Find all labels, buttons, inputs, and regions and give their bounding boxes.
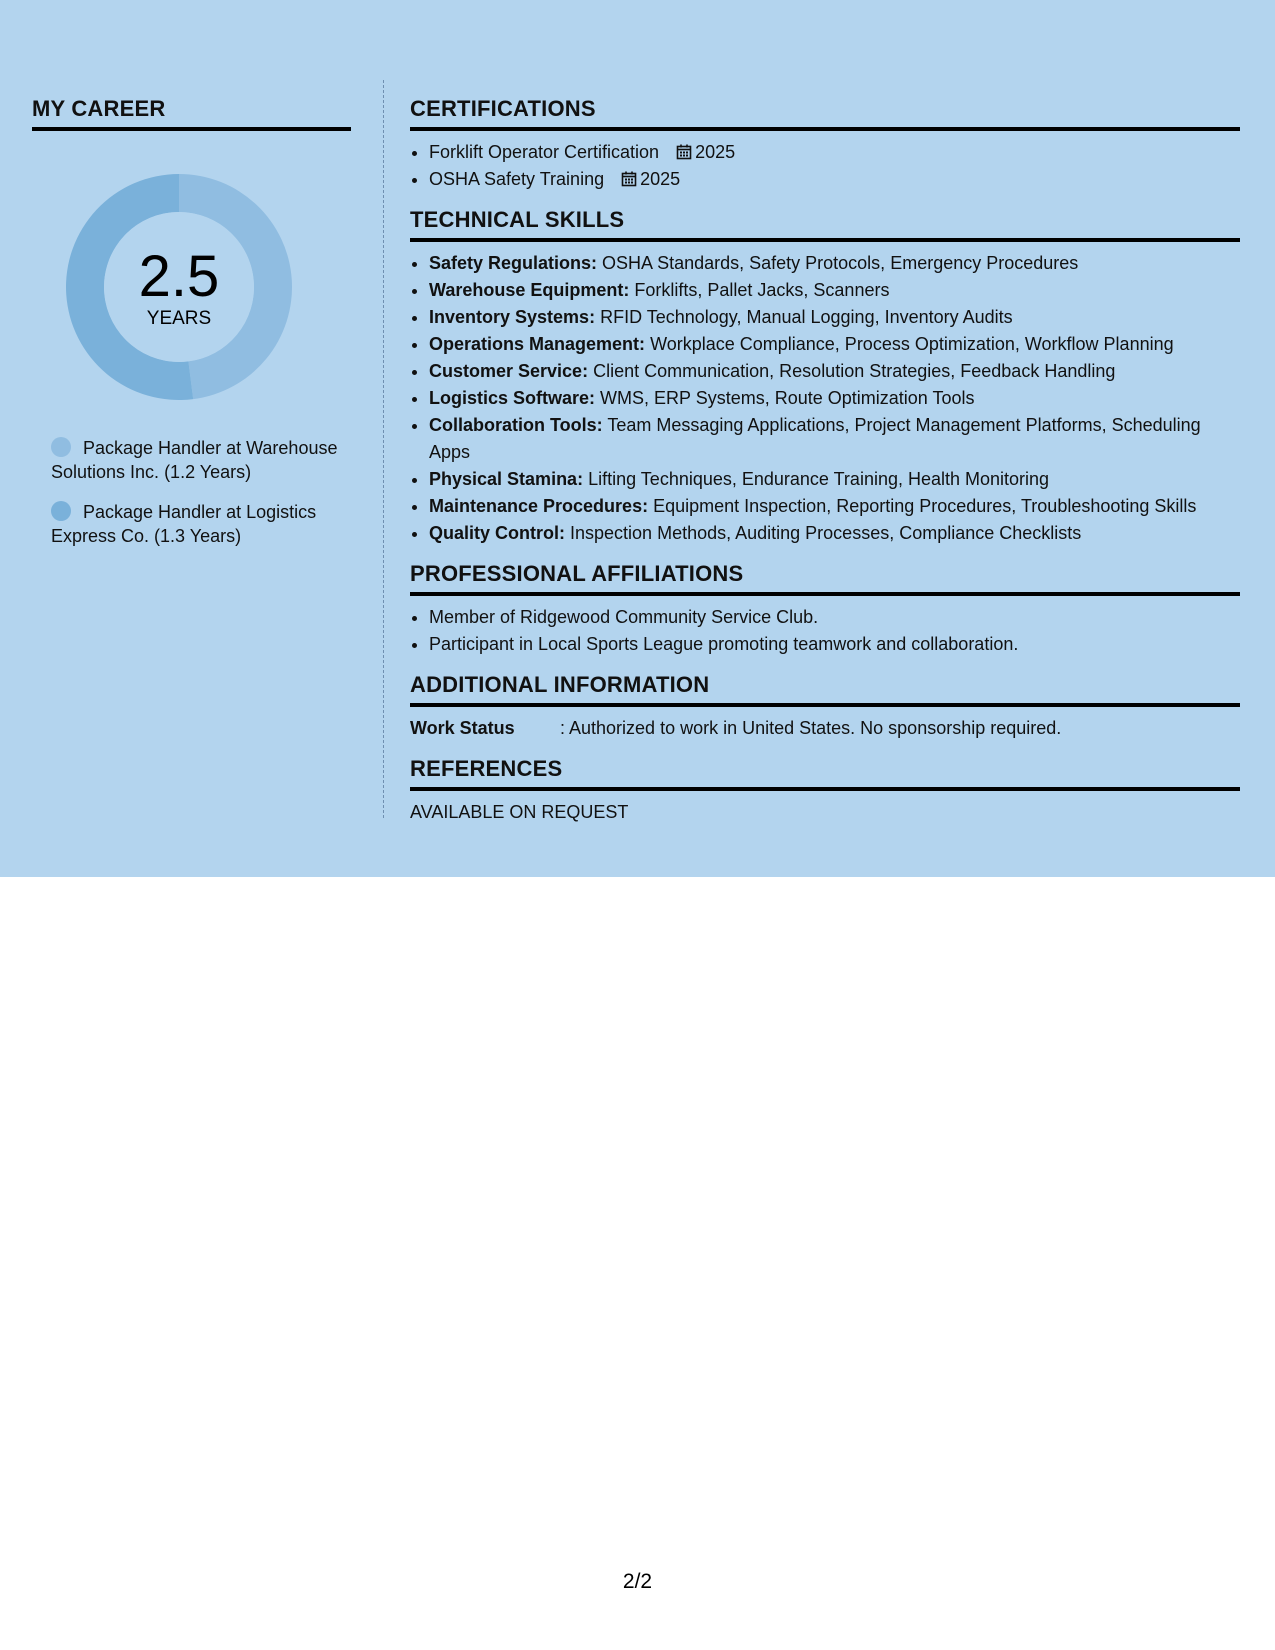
skill-item: [429, 250, 1240, 277]
skill-value: Client Communication, Resolution Strategies, Feedback Handling: [593, 361, 1116, 381]
references-section: [410, 756, 1240, 823]
donut-center: [66, 174, 292, 400]
certification-year: 2025: [695, 142, 736, 162]
affiliations-section: [410, 561, 1240, 658]
main-column: [410, 96, 1240, 823]
work-status-label: Work Status: [410, 718, 515, 738]
skill-item: [429, 277, 1240, 304]
certification-date: [621, 169, 680, 189]
technical-skills-list: [410, 250, 1240, 547]
certification-year: 2025: [640, 169, 681, 189]
skill-label: Customer Service:: [429, 361, 589, 381]
column-divider: [383, 80, 384, 818]
skill-label: Operations Management:: [429, 334, 646, 354]
certifications-section: [410, 96, 1240, 193]
skill-value: OSHA Standards, Safety Protocols, Emergency Procedures: [602, 253, 1079, 273]
certification-name: OSHA Safety Training: [429, 169, 605, 189]
calendar-icon: [676, 144, 692, 160]
skill-item: [429, 520, 1240, 547]
skill-label: Warehouse Equipment:: [429, 280, 630, 300]
skill-value: Team Messaging Applications, Project Management Platforms, Scheduling Apps: [429, 415, 1201, 462]
affiliations-title: PROFESSIONAL AFFILIATIONS: [410, 561, 1240, 596]
career-total-unit: YEARS: [146, 308, 212, 329]
skill-value: Equipment Inspection, Reporting Procedures, Troubleshooting Skills: [653, 496, 1197, 516]
additional-info-title: ADDITIONAL INFORMATION: [410, 672, 1240, 707]
affiliations-list: [410, 604, 1240, 658]
certification-item: [429, 166, 1240, 193]
legend-dot-2: [51, 501, 71, 521]
legend-label: Package Handler at Logistics Express Co. (1.3 Years): [51, 502, 317, 546]
skill-item: [429, 466, 1240, 493]
skill-label: Logistics Software:: [429, 388, 596, 408]
skill-label: Inventory Systems:: [429, 307, 596, 327]
references-title: REFERENCES: [410, 756, 1240, 791]
career-legend: [51, 436, 341, 548]
skill-value: Lifting Techniques, Endurance Training, Health Monitoring: [588, 469, 1050, 489]
skill-value: RFID Technology, Manual Logging, Inventory Audits: [600, 307, 1013, 327]
affiliation-item: • Member of Ridgewood Community Service Club.: [429, 604, 1240, 631]
certification-item: [429, 139, 1240, 166]
skill-value: Inspection Methods, Auditing Processes, Compliance Checklists: [570, 523, 1082, 543]
additional-info-section: [410, 672, 1240, 742]
skill-item: [429, 493, 1240, 520]
work-status-row: [410, 715, 1240, 742]
career-column: [32, 96, 351, 564]
career-title: MY CAREER: [32, 96, 351, 131]
skill-label: Maintenance Procedures:: [429, 496, 649, 516]
skill-label: Safety Regulations:: [429, 253, 598, 273]
skill-item: [429, 304, 1240, 331]
technical-skills-title: TECHNICAL SKILLS: [410, 207, 1240, 242]
skill-label: Physical Stamina:: [429, 469, 584, 489]
skill-label: Collaboration Tools:: [429, 415, 603, 435]
legend-dot-1: [51, 437, 71, 457]
technical-skills-section: [410, 207, 1240, 547]
career-total-value: 2.5: [138, 244, 220, 309]
legend-item: [51, 436, 341, 484]
skill-item: [429, 385, 1240, 412]
skill-label: Quality Control:: [429, 523, 565, 543]
legend-label: Package Handler at Warehouse Solutions Inc. (1.2 Years): [51, 438, 338, 482]
skill-item: [429, 412, 1240, 466]
calendar-icon: [621, 171, 637, 187]
certification-name: Forklift Operator Certification: [429, 142, 660, 162]
affiliation-item: • Participant in Local Sports League promoting teamwork and collaboration.: [429, 631, 1240, 658]
certifications-list: [410, 139, 1240, 193]
certifications-title: CERTIFICATIONS: [410, 96, 1240, 131]
certification-date: [676, 142, 735, 162]
skill-item: [429, 331, 1240, 358]
work-status-value: : Authorized to work in United States. No sponsorship required.: [560, 718, 1062, 738]
skill-value: WMS, ERP Systems, Route Optimization Tools: [600, 388, 975, 408]
references-text: AVAILABLE ON REQUEST: [410, 802, 629, 822]
skill-value: Workplace Compliance, Process Optimization, Workflow Planning: [650, 334, 1174, 354]
skill-item: [429, 358, 1240, 385]
page-number: 2/2: [622, 1570, 653, 1593]
legend-item: [51, 500, 341, 548]
skill-value: Forklifts, Pallet Jacks, Scanners: [634, 280, 890, 300]
career-donut-chart: [66, 174, 292, 400]
